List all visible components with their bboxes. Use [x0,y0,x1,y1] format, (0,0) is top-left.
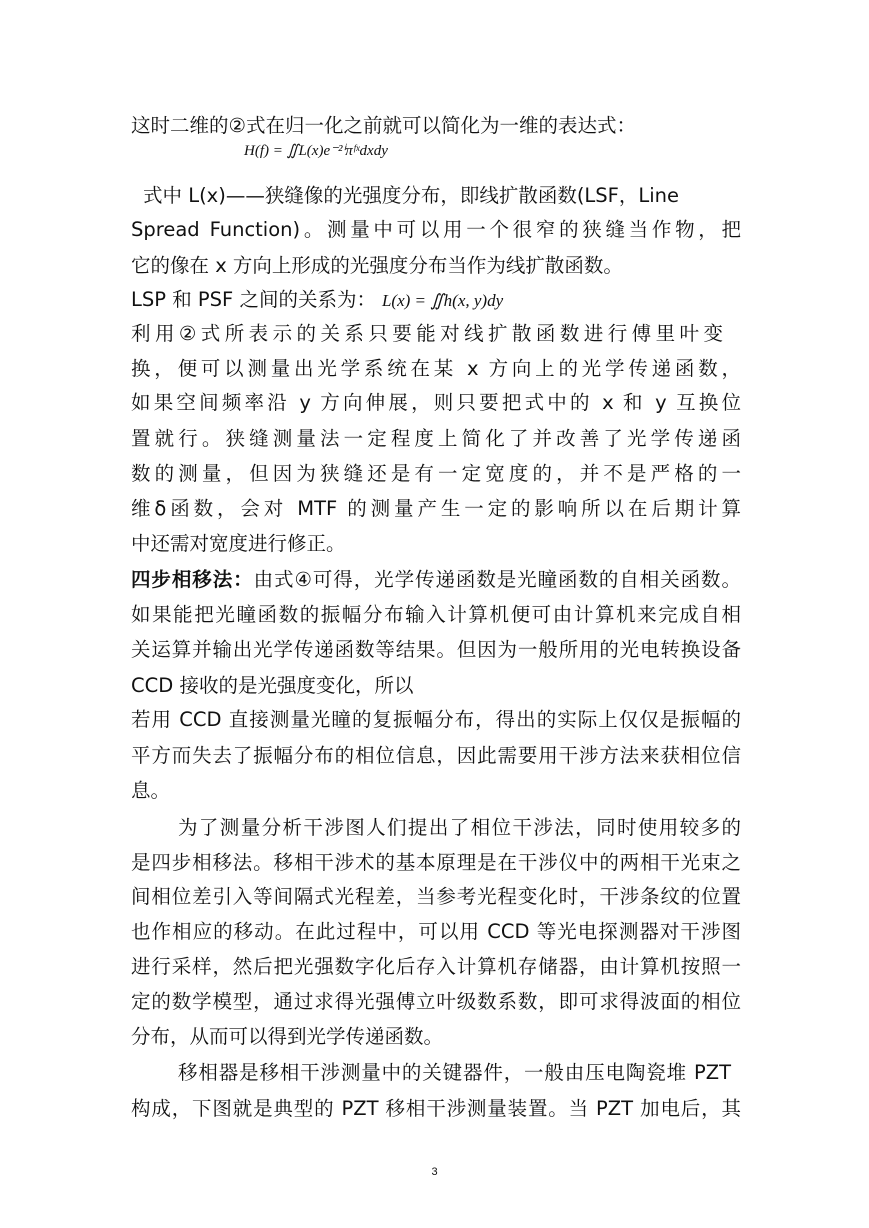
text-line: 式中 L(x)——狭缝像的光强度分布，即线扩散函数(LSF，Line [143,184,680,207]
text-line: 数的测量，但因为狭缝还是有一定宽度的，并不是严格的一 [131,462,741,485]
text-line: 维δ函数，会对 MTF 的测量产生一定的影响所以在后期计算 [131,497,741,520]
text-line: 如果能把光瞳函数的振幅分布输入计算机便可由计算机来完成自相 [131,603,741,626]
text-span: LSP 和 PSF 之间的关系为： [131,288,376,311]
text-line-with-formula [131,286,741,315]
text-line: 这时二维的②式在归一化之前就可以简化为一维的表达式： [131,114,636,137]
text-line-with-heading [131,566,741,594]
text-line: 进行采样，然后把光强数字化后存入计算机存储器，由计算机按照一 [131,955,741,978]
text-line: 也作相应的移动。在此过程中，可以用 CCD 等光电探测器对干涉图 [131,920,741,943]
text-line: 平方而失去了振幅分布的相位信息，因此需要用干涉方法来获相位信 [131,744,741,767]
text-line: 中还需对宽度进行修正。 [131,532,346,555]
text-line: 换，便可以测量出光学系统在某 x 方向上的光学传递函数， [131,357,741,380]
text-line: 定的数学模型，通过求得光强傅立叶级数系数，即可求得波面的相位 [131,990,741,1013]
text-line: 间相位差引入等间隔式光程差，当参考光程变化时，干涉条纹的位置 [131,885,741,908]
text-span: 由式④可得，光学传递函数是光瞳函数的自相关函数。 [253,568,741,591]
text-line: 若用 CCD 直接测量光瞳的复振幅分布，得出的实际上仅仅是振幅的 [131,708,741,731]
text-line: 是四步相移法。移相干涉术的基本原理是在干涉仪中的两相干光束之 [131,851,741,874]
formula-hf: H(f) = ∬L(x)e⁻²ⁱπᶠˣdxdy [244,143,388,159]
text-line: 分布，从而可以得到光学传递函数。 [131,1025,444,1048]
section-heading: 四步相移法： [131,568,254,591]
text-line: 利用②式所表示的关系只要能对线扩散函数进行傅里叶变 [131,322,723,345]
text-line: 关运算并输出光学传递函数等结果。但因为一般所用的光电转换设备 [131,638,741,661]
text-line: 置就行。狭缝测量法一定程度上简化了并改善了光学传递函 [131,427,741,450]
text-line: 如果空间频率沿 y 方向伸展，则只要把式中的 x 和 y 互换位 [131,391,741,414]
text-line: 构成，下图就是典型的 PZT 移相干涉测量装置。当 PZT 加电后，其 [131,1097,741,1120]
text-line: 息。 [131,779,171,802]
text-line: CCD 接收的是光强度变化，所以 [131,674,414,697]
page-number: 3 [431,1166,438,1178]
text-line: Spread Function)。测量中可以用一个很窄的狭缝当作物，把 [131,218,741,241]
formula-lx: L(x) = ∬h(x, y)dy [381,291,504,310]
text-line: 为了测量分析干涉图人们提出了相位干涉法，同时使用较多的 [178,816,741,839]
text-line: 它的像在 x 方向上形成的光强度分布当作为线扩散函数。 [131,254,623,277]
text-line: 移相器是移相干涉测量中的关键器件，一般由压电陶瓷堆 PZT [178,1061,731,1084]
